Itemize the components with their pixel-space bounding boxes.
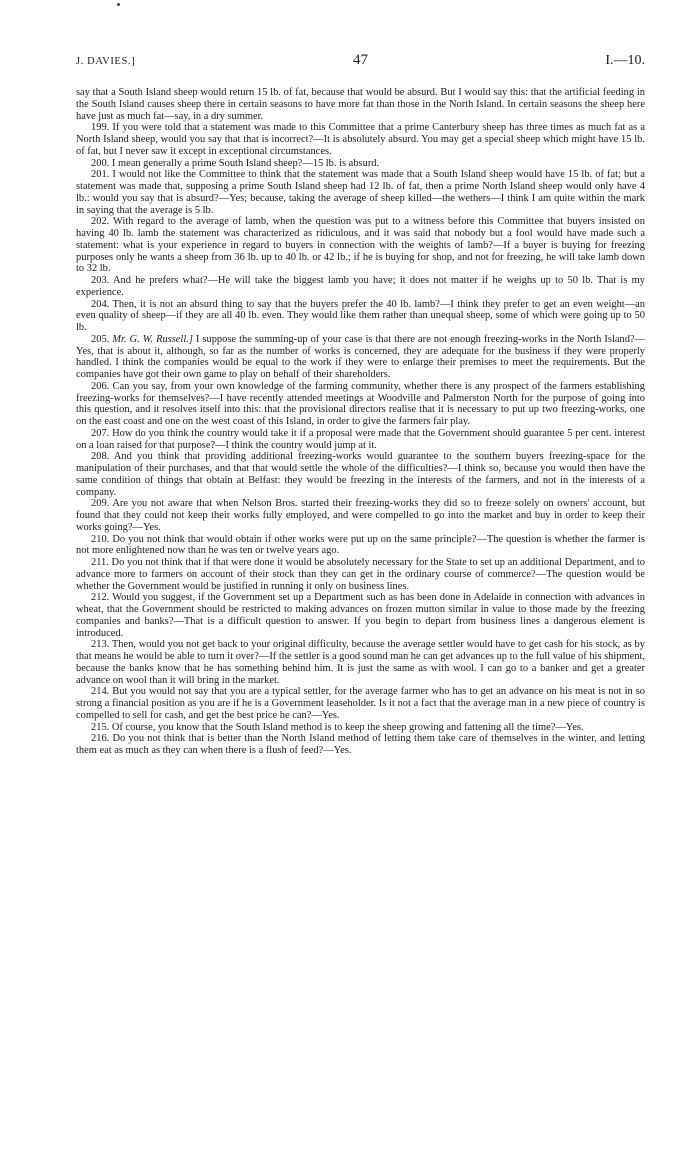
paragraph-continuation: say that a South Island sheep would return 15 lb. of fat, because that would be absurd. But I would say this: that the artificial feeding in the South Island causes sheep there in certain seasons to have more fat than those in the North Island. In certain seasons the sheep here have just as much fat—say, in a dry summer. [76, 87, 645, 122]
paragraph-q211: 211. Do you not think that if that were done it would be absolutely necessary for the State to set up an additional Department, and to advance more to farmers on account of their stock than they can get in the ordinary course of commerce?—The question would be whether the Government would be justified in running it only on business lines. [76, 557, 645, 592]
speaker-name: Mr. G. W. Russell.] [112, 333, 193, 345]
evidence-body [76, 87, 645, 757]
paragraph-q215: 215. Of course, you know that the South Island method is to keep the sheep growing and fattening all the time?—Yes. [91, 721, 584, 733]
paragraph-q205 [76, 334, 645, 381]
paper-reference: I.—10. [605, 53, 645, 68]
paragraph-q203: 203. And he prefers what?—He will take the biggest lamb you have; it does not matter if he weighs up to 50 lb. That is my experience. [76, 275, 645, 298]
question-number: 205. [91, 333, 113, 345]
paragraph-q206: 206. Can you say, from your own knowledge of the farming community, whether there is any prospect of the farmers establishing freezing-works for themselves?—I have recently attended meetings at Woodville and Palmerston North for the purpose of going into this question, and it resolves itself into this: that the provisional directors realise that it is necessary to put up two freezing-works, one on the east coast and one on the west coast of this Island, in order to give the farmers fair play. [76, 380, 645, 427]
paragraph-q202: 202. With regard to the average of lamb, when the question was put to a witness before this Committee that buyers insisted on having 40 lb. lamb the statement was characterized as ridiculous, and it was said that nobody but a fool would have made such a statement: what is your experience in regard to buyers in connection with the weights of lamb?—If a buyer is buying for freezing purposes only he wants a sheep from 36 lb. up to 40 lb. or 42 lb.; if he is buying for shop, and not for freezing, he will take lamb down to 32 lb. [76, 216, 645, 275]
paragraph-q208: 208. And you think that providing additional freezing-works would guarantee to the southern buyers freezing-space for the manipulation of their purchases, and that that would settle the whole of the difficulties?—I think so, because you would then have the same condition of things that obtain at Belfast: they would be freezing in the interests of the farmers, and not in the interests of a company. [76, 451, 645, 498]
paragraph-q201: 201. I would not like the Committee to think that the statement was made that a South Island sheep would have 15 lb. of fat; but a statement was made that, supposing a prime South Island sheep had 12 lb. of fat, then a prime North Island sheep would only have 4 lb.: would you say that is absurd?—Yes; because, taking the average of sheep killed—the wethers—I think I am quite within the mark in saying that the average is 5 lb. [76, 169, 645, 216]
paragraph-q207: 207. How do you think the country would take it if a proposal were made that the Government should guarantee 5 per cent. interest on a loan raised for that purpose?—I think the country would jump at it. [76, 427, 645, 451]
page-speck [117, 3, 120, 6]
paragraph-q216: 216. Do you not think that is better than the North Island method of letting them take care of themselves in the winter, and letting them eat as much as they can when there is a flush of feed?—Yes. [76, 733, 645, 756]
paragraph-text: I suppose the summing-up of your case is that there are not enough freezing-works in the North Island?—Yes, that is about it, although, so far as the number of works is concerned, they are adequate for the business if they were properly handled. I think the companies would be equal to the work if they were to enlarge their premises to meet the requirements. But the companies have got their own game to play on behalf of their shareholders. [76, 333, 645, 380]
header-witness-name: J. DAVIES.] [76, 56, 136, 67]
paragraph-q212: 212. Would you suggest, if the Government set up a Department such as has been done in Adelaide in connection with advances in wheat, that the Government should be restricted to making advances on frozen mutton similar in value to those made by the freezing companies and banks?—That is a difficult question to answer. If you begin to depart from business lines a dangerous element is introduced. [76, 592, 645, 639]
paragraph-q200: 200. I mean generally a prime South Island sheep?—15 lb. is absurd. [91, 157, 380, 169]
paragraph-q210: 210. Do you not think that would obtain if other works were put up on the same principle?—The question is whether the farmer is not more enlightened now than he was ten or twelve years ago. [76, 533, 645, 557]
paragraph-q214: 214. But you would not say that you are a typical settler, for the average farmer who has to get an advance on his meat is not in so strong a financial position as you are if he is a Government leaseholder. Is it not a fact that the average man in a new piece of country is compelled to sell for cash, and get the best price he can?—Yes. [76, 686, 645, 721]
paragraph-q209: 209. Are you not aware that when Nelson Bros. started their freezing-works they did so to freeze solely on owners' account, but found that they could not keep their works fully employed, and were compelled to go into the market and buy in order to keep their works going?—Yes. [76, 498, 645, 533]
paragraph-q204: 204. Then, it is not an absurd thing to say that the buyers prefer the 40 lb. lamb?—I think they prefer to get an even weight—an even quality of sheep—if they are all 40 lb. even. They would like them rather than unequal sheep, some of which were going up to 50 lb. [76, 298, 645, 333]
page-header [76, 52, 645, 74]
paragraph-q199: 199. If you were told that a statement was made to this Committee that a prime Canterbury sheep has three times as much fat as a North Island sheep, would you say that that is incorrect?—It is absolutely absurd. You may get a special sheep which might have 15 lb. of fat, but I never saw it except in exceptional circumstances. [76, 122, 645, 157]
paragraph-q213: 213. Then, would you not get back to your original difficulty, because the average settler would have to get cash for his stock, as by that means he would be able to turn it over?—If the settler is a good sound man he can get advances up to the full value of his shipment, because the banks know that he has something behind him. It is just the same as with wool. I can go to a banker and get a greater advance on wool than it will bring in the market. [76, 639, 645, 686]
page-number: 47 [353, 52, 368, 68]
